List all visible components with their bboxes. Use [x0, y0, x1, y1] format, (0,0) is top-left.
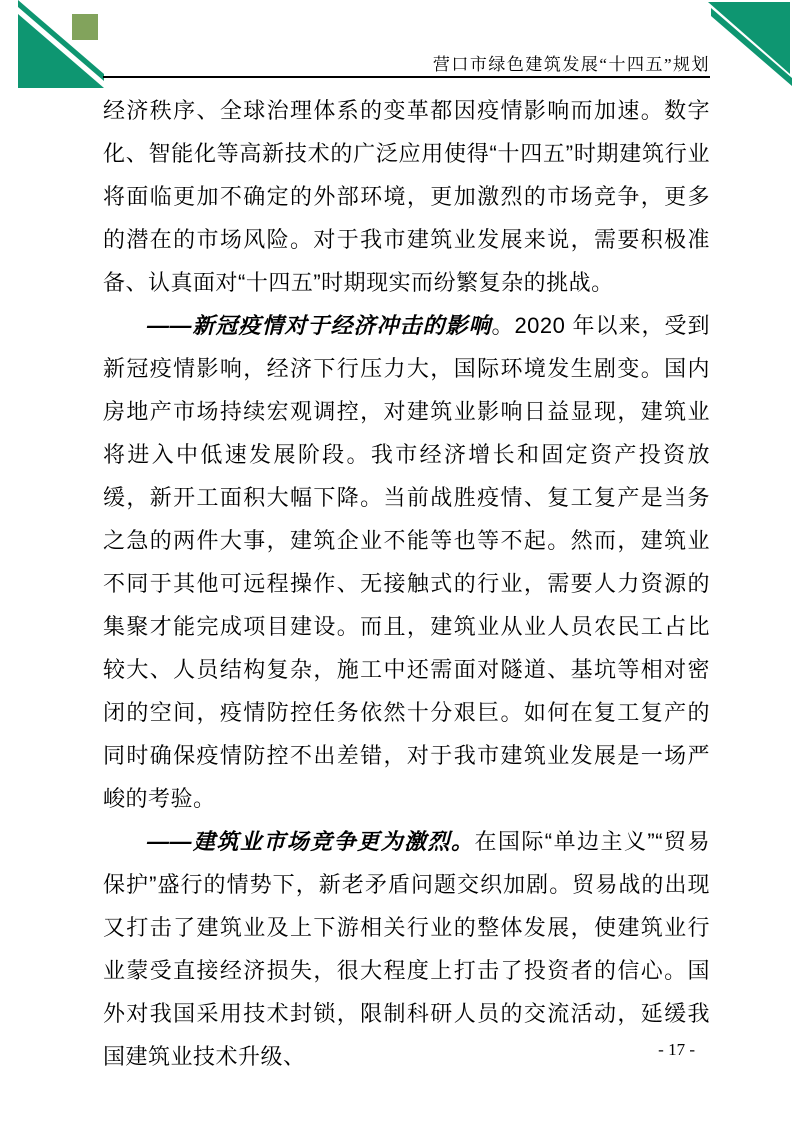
header-rule: [103, 76, 710, 78]
accent-square-icon: [72, 14, 98, 40]
paragraph-text: 在国际“单边主义”“贸易保护”盛行的情势下，新老矛盾问题交织加剧。贸易战的出现又打击了建筑业及上下游相关行业的整体发展，使建筑业行业蒙受直接经济损失，很大程度上打击了投资者的信心。国外对我国采用技术封锁，限制科研人员的交流活动，延缓我国建筑业技术升级、: [103, 829, 711, 1069]
corner-ribbon-right-icon: [683, 0, 793, 92]
paragraph-text: 。2020 年以来，受到新冠疫情影响，经济下行压力大，国际环境发生剧变。国内房地产市场持续宏观调控，对建筑业影响日益显现，建筑业将进入中低速发展阶段。我市经济增长和固定资产投资放缓，新开工面积大幅下降。当前战胜疫情、复工复产是当务之急的两件大事，建筑企业不能等也等不起。然而，建筑业不同于其他可远程操作、无接触式的行业，需要人力资源的集聚才能完成项目建设。而且，建筑业从业人员农民工占比较大、人员结构复杂，施工中还需面对隧道、基坑等相对密闭的空间，疫情防控任务依然十分艰巨。如何在复工复产的同时确保疫情防控不出差错，对于我市建筑业发展是一场严峻的考验。: [103, 313, 710, 811]
paragraph-text: 经济秩序、全球治理体系的变革都因疫情影响而加速。数字化、智能化等高新技术的广泛应用使得“十四五”时期建筑行业将面临更加不确定的外部环境，更加激烈的市场竞争，更多的潜在的市场风险。对于我市建筑业发展来说，需要积极准备、认真面对“十四五”时期现实而纷繁复杂的挑战。: [103, 98, 710, 295]
page-number: - 17 -: [658, 1040, 695, 1059]
ribbon-triangle: [708, 2, 790, 74]
paragraph: [103, 820, 710, 1078]
paragraph-lead-emphasis: ——新冠疫情对于经济冲击的影响: [147, 313, 492, 338]
header-title: 营口市绿色建筑发展“十四五”规划: [432, 55, 710, 74]
paragraph: [103, 304, 710, 820]
paragraph-lead-emphasis: ——建筑业市场竞争更为激烈。: [147, 829, 475, 854]
paragraph: [103, 89, 710, 304]
document-body: [103, 89, 710, 1078]
